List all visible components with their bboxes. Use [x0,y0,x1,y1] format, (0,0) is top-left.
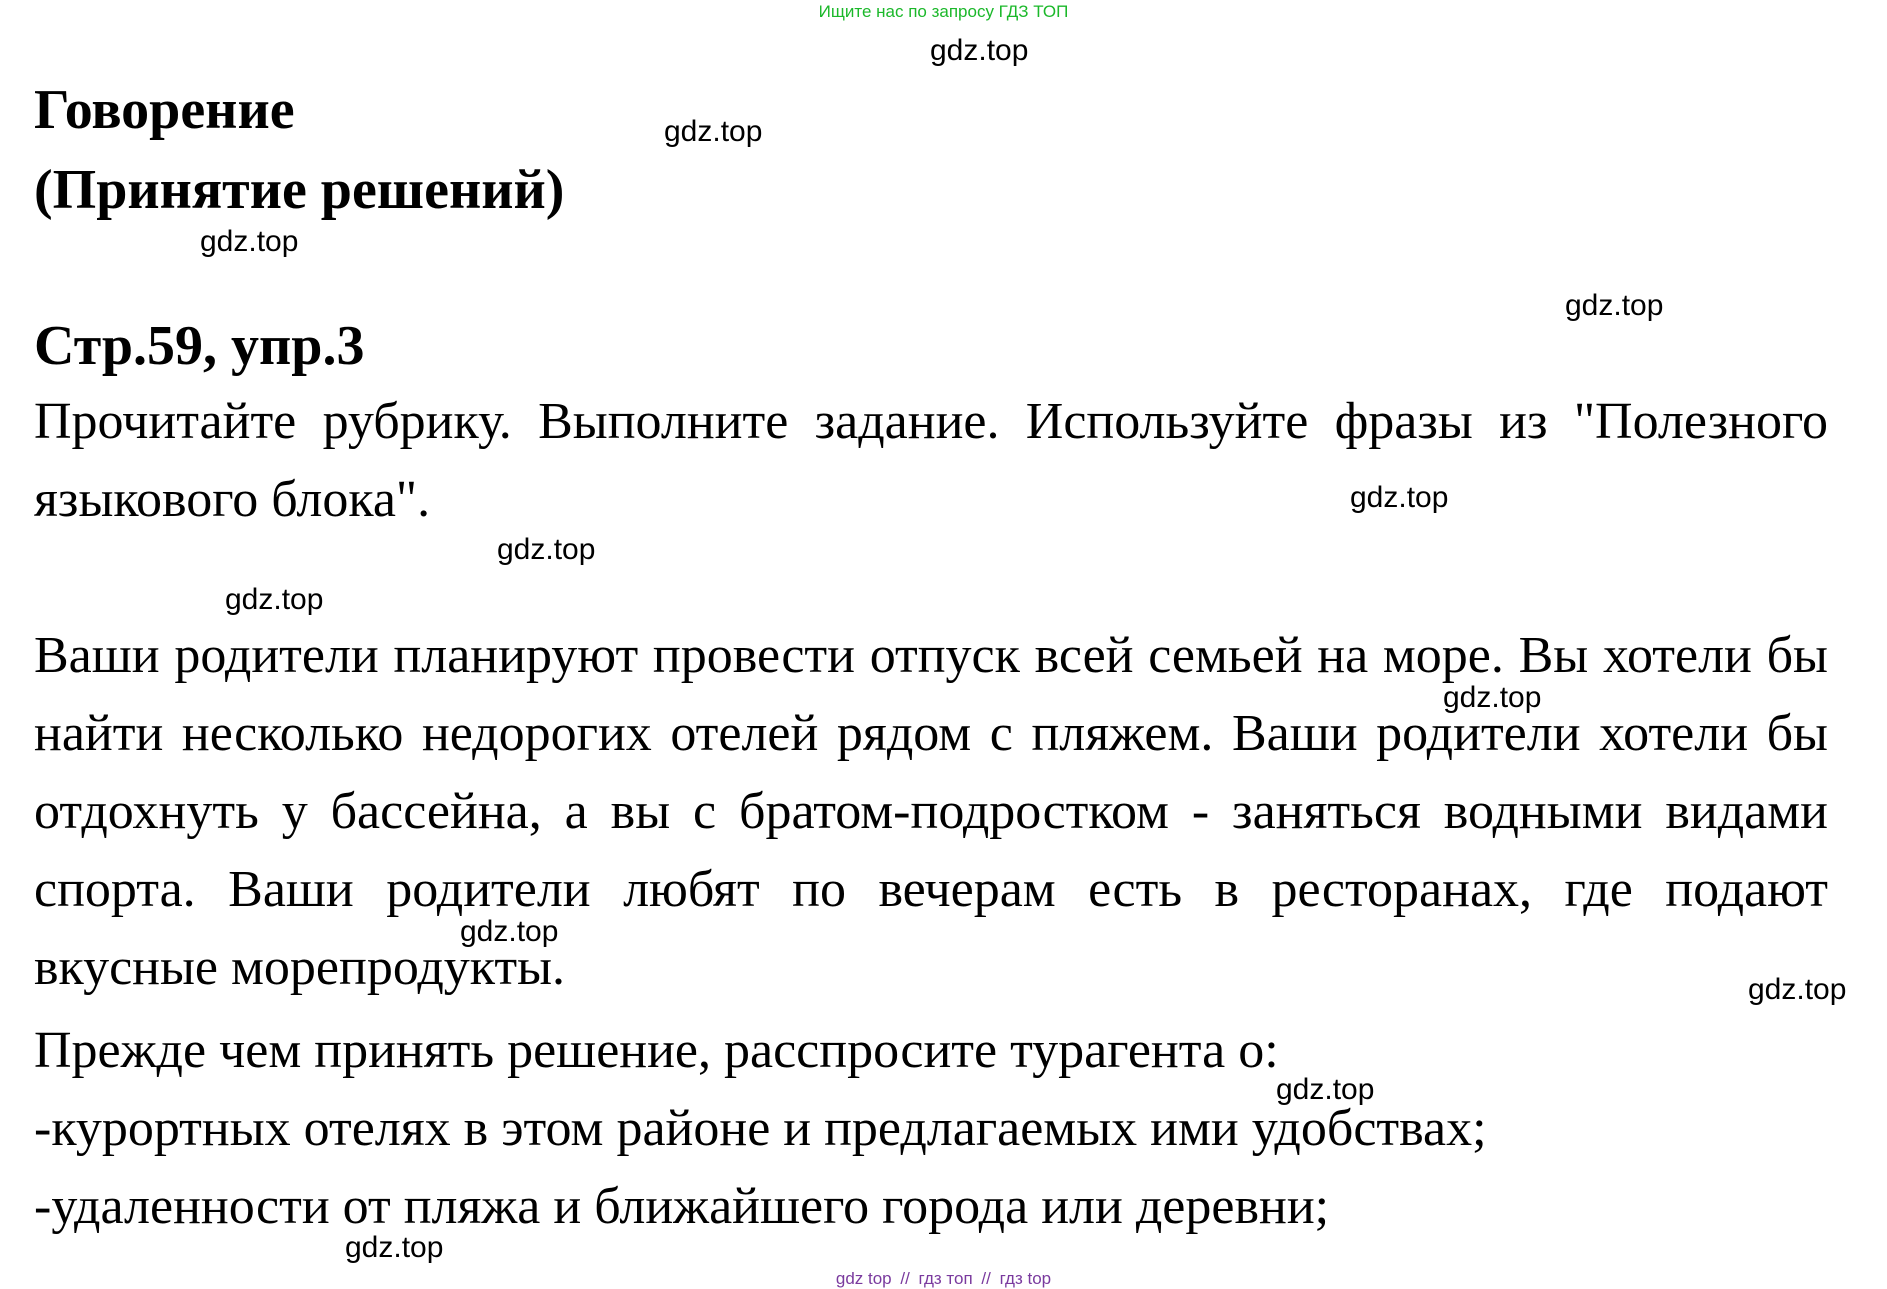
situation-text: Ваши родители планируют провести отпуск всей семьей на море. Вы хотели бы найти несколько недорогих отелей рядом с пляжем. Ваши родители хотели бы отдохнуть у бассейна, а вы с братом-подростком - заняться водными видами спорта. Ваши родители любят по вечерам есть в ресторанах, где подают вкусные морепродукты. [34,627,1828,996]
watermark-3: gdz.top [200,225,299,258]
watermark-10: gdz.top [1748,973,1847,1006]
ask-item-2: -удаленности от пляжа и ближайшего города или деревни; [34,1178,1330,1235]
watermark-9: gdz.top [460,915,559,948]
ask-intro: Прежде чем принять решение, расспросите турагента о: [34,1022,1279,1079]
footer-links [0,1269,1887,1289]
watermark-11: gdz.top [1276,1073,1375,1106]
watermark-8: gdz.top [1443,681,1542,714]
exercise-reference: Стр.59, упр.3 [34,315,365,377]
page-title-line1: Говорение [34,79,295,141]
watermark-6: gdz.top [497,533,596,566]
watermark-7: gdz.top [225,583,324,616]
footer-link-2[interactable]: гдз топ [918,1269,973,1288]
footer-link-3[interactable]: гдз top [999,1269,1052,1288]
instruction-text: Прочитайте рубрику. Выполните задание. Используйте фразы из "Полезного языкового блока". [34,393,1828,528]
footer-link-1[interactable]: gdz top [835,1269,892,1288]
page-title-line2: (Принятие решений) [34,159,565,221]
watermark-12: gdz.top [345,1231,444,1264]
watermark-4: gdz.top [1565,289,1664,322]
watermark-1: gdz.top [930,34,1029,67]
top-banner[interactable]: Ищите нас по запросу ГДЗ ТОП [818,2,1069,21]
footer-separator-1: // [900,1269,910,1288]
footer-separator-2: // [981,1269,991,1288]
watermark-5: gdz.top [1350,481,1449,514]
watermark-2: gdz.top [664,115,763,148]
ask-item-1: -курортных отелях в этом районе и предлагаемых ими удобствах; [34,1100,1487,1157]
